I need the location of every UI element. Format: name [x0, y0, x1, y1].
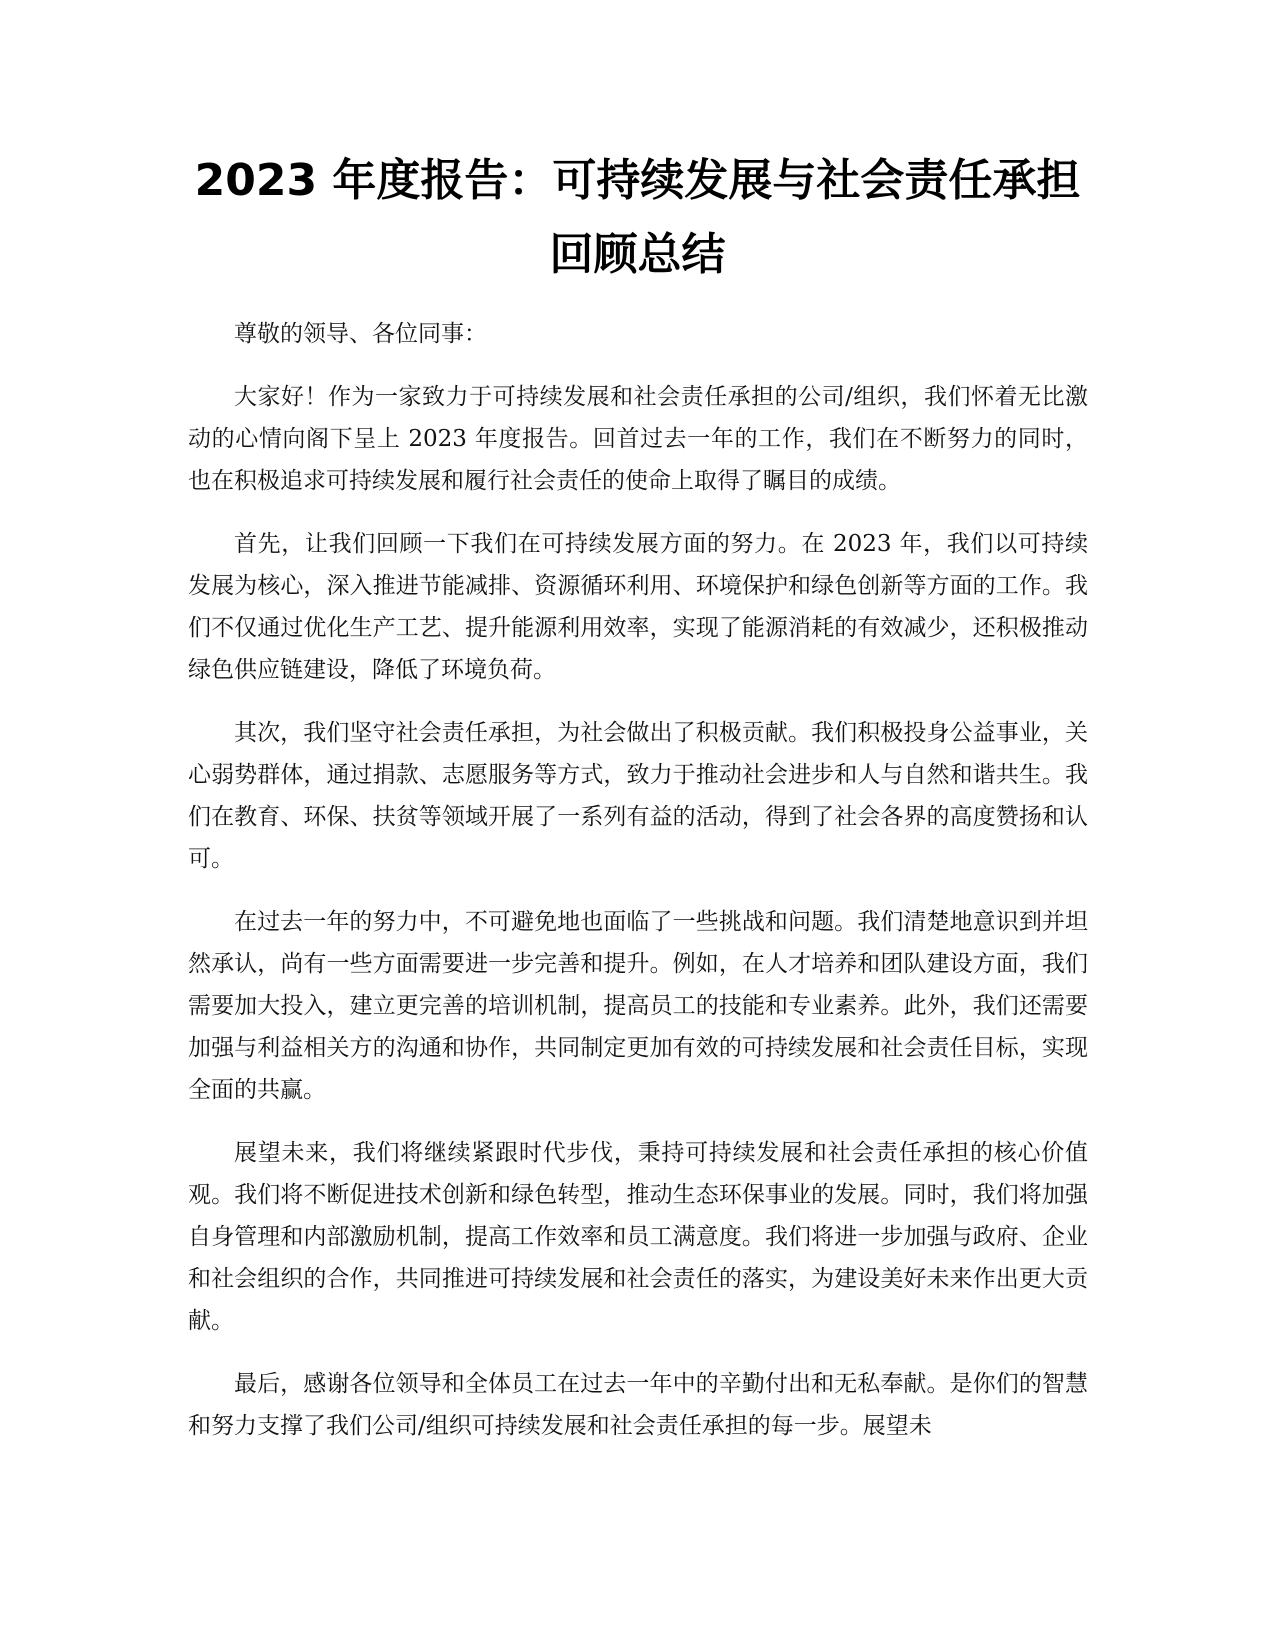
- salutation: 尊敬的领导、各位同事：: [234, 321, 487, 347]
- body-paragraph: 展望未来，我们将继续紧跟时代步伐，秉持可持续发展和社会责任承担的核心价值观。我们将不断促进技术创新和绿色转型，推动生态环保事业的发展。同时，我们将加强自身管理和内部激励机制，提高工作效率和员工满意度。我们将进一步加强与政府、企业和社会组织的合作，共同推进可持续发展和社会责任的落实，为建设美好未来作出更大贡献。: [188, 1140, 1088, 1334]
- document-body: [188, 313, 1088, 1468]
- body-paragraph: 最后，感谢各位领导和全体员工在过去一年中的辛勤付出和无私奉献。是你们的智慧和努力支撑了我们公司/组织可持续发展和社会责任承担的每一步。展望未: [188, 1371, 1088, 1439]
- body-paragraph: 在过去一年的努力中，不可避免地也面临了一些挑战和问题。我们清楚地意识到并坦然承认，尚有一些方面需要进一步完善和提升。例如，在人才培养和团队建设方面，我们需要加大投入，建立更完善的培训机制，提高员工的技能和专业素养。此外，我们还需要加强与利益相关方的沟通和协作，共同制定更加有效的可持续发展和社会责任目标，实现全面的共赢。: [188, 909, 1088, 1103]
- document-title-line-2: 回顾总结: [549, 229, 726, 280]
- document-title-line-1: 2023 年度报告：可持续发展与社会责任承担: [194, 155, 1081, 206]
- body-paragraph: 其次，我们坚守社会责任承担，为社会做出了积极贡献。我们积极投身公益事业，关心弱势群体，通过捐款、志愿服务等方式，致力于推动社会进步和人与自然和谐共生。我们在教育、环保、扶贫等领域开展了一系列有益的活动，得到了社会各界的高度赞扬和认可。: [188, 720, 1088, 872]
- body-paragraph: 首先，让我们回顾一下我们在可持续发展方面的努力。在 2023 年，我们以可持续发展为核心，深入推进节能减排、资源循环利用、环境保护和绿色创新等方面的工作。我们不仅通过优化生产工艺、提升能源利用效率，实现了能源消耗的有效减少，还积极推动绿色供应链建设，降低了环境负荷。: [188, 531, 1088, 683]
- body-paragraph: 大家好！作为一家致力于可持续发展和社会责任承担的公司/组织，我们怀着无比激动的心情向阁下呈上 2023 年度报告。回首过去一年的工作，我们在不断努力的同时，也在积极追求可持续发展和履行社会责任的使命上取得了瞩目的成绩。: [188, 384, 1088, 494]
